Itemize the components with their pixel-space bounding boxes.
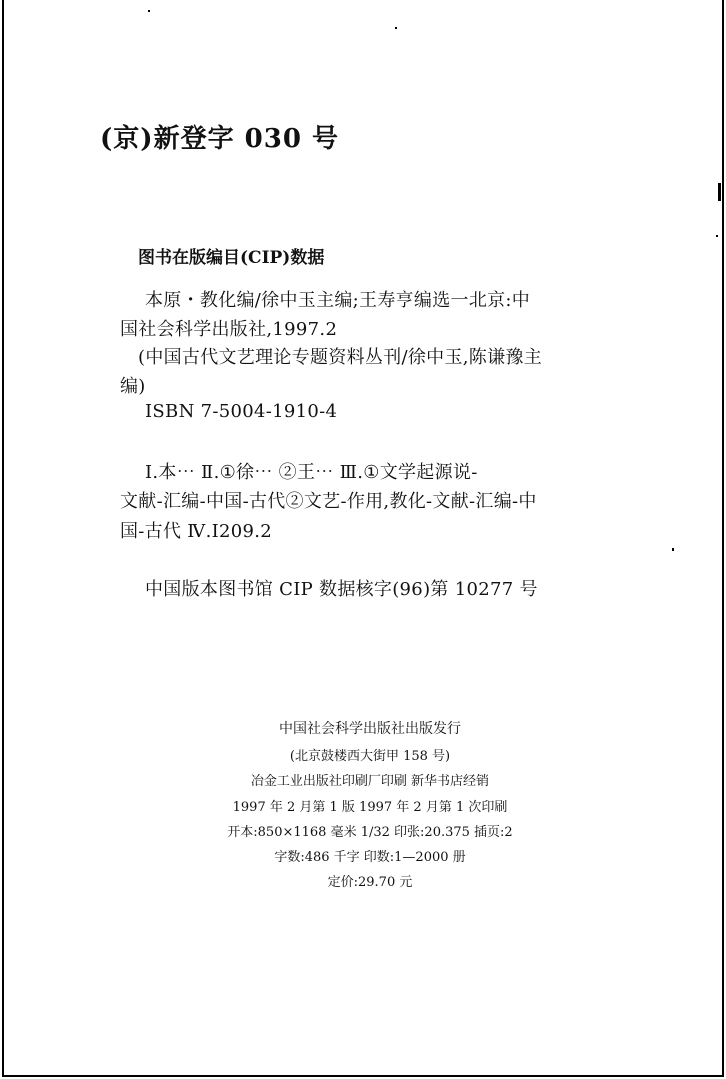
cip-heading: 图书在版编目(CIP)数据 xyxy=(138,248,325,268)
scan-speck xyxy=(672,548,674,551)
publisher-address: (北京鼓楼西大街甲 158 号) xyxy=(289,749,451,764)
edition-line: 1997 年 2 月第 1 版 1997 年 2 月第 1 次印刷 xyxy=(232,800,508,815)
format-line: 开本:850×1168 毫米 1/32 印张:20.375 插页:2 xyxy=(227,825,513,840)
cip-line: 本原・教化编/徐中玉主编;王寿亨编选一北京:中 xyxy=(145,290,531,311)
scan-speck xyxy=(148,10,150,12)
publisher-line: 中国社会科学出版社出版发行 xyxy=(279,721,461,737)
cip-line: 国社会科学出版社,1997.2 xyxy=(120,319,338,340)
word-count-line: 字数:486 千字 印数:1—2000 册 xyxy=(274,850,466,865)
cip-line: (中国古代文艺理论专题资料丛刊/徐中玉,陈谦豫主 xyxy=(138,347,543,368)
scan-speck xyxy=(718,183,721,201)
scan-speck xyxy=(395,27,397,29)
cip-line: 编) xyxy=(120,376,146,397)
classification-line: Ⅰ.本⋯ Ⅱ.①徐⋯ ②王⋯ Ⅲ.①文学起源说- xyxy=(145,462,478,483)
cip-approval-number: 中国版本图书馆 CIP 数据核字(96)第 10277 号 xyxy=(145,579,538,600)
price-line: 定价:29.70 元 xyxy=(327,875,413,890)
classification-line: 国-古代 Ⅳ.I209.2 xyxy=(120,521,273,542)
page-border xyxy=(2,0,724,1077)
classification-line: 文献-汇编-中国-古代②文艺-作用,教化-文献-汇编-中 xyxy=(120,491,537,512)
scan-speck xyxy=(716,235,718,237)
isbn: ISBN 7-5004-1910-4 xyxy=(145,401,338,422)
printer-line: 冶金工业出版社印刷厂印刷 新华书店经销 xyxy=(250,774,490,789)
registration-number: (京)新登字 030 号 xyxy=(100,124,339,154)
